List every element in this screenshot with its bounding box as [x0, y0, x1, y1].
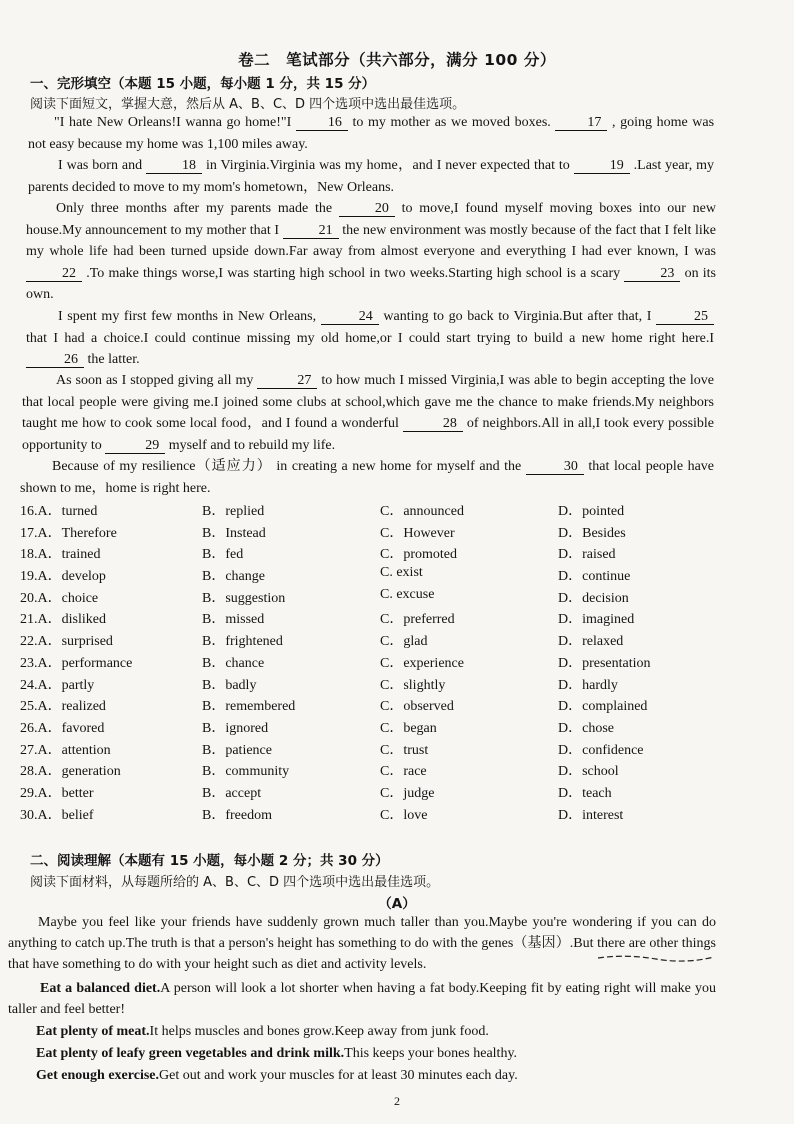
option-row — [20, 760, 710, 782]
cloze-paragraph-5 — [22, 370, 714, 456]
option-c: C．glad — [380, 634, 428, 650]
option-b: B．fed — [202, 547, 244, 563]
option-row — [20, 522, 710, 544]
option-a: 27.A．attention — [20, 742, 111, 758]
text: of neighbors.All in all,I took every possible opportunity to — [22, 416, 715, 453]
option-a: 29.A．better — [20, 785, 94, 801]
option-row — [20, 500, 710, 522]
text: the new environment was mostly because of the fact that I felt like my whole life had been turned upside down.Far away from almost everyone and everything I had ever known, I was — [26, 222, 717, 259]
cloze-paragraph-2 — [28, 155, 714, 198]
blank-19: 19 — [574, 158, 630, 174]
section1-instruction: 阅读下面短文，掌握大意，然后从 A、B、C、D 四个选项中选出最佳选项。 — [30, 97, 466, 112]
blank-30: 30 — [526, 459, 584, 475]
blank-26: 26 — [26, 352, 84, 368]
option-row — [20, 565, 710, 587]
tip-text: A person will look a lot shorter when having a fat body.Keeping fit by eating right will make you taller and feel better! — [8, 981, 717, 1017]
option-c: C．observed — [380, 699, 454, 715]
option-d: D．chose — [558, 720, 614, 736]
option-d: D．Besides — [558, 525, 626, 541]
tip-title: Eat plenty of meat. — [36, 1024, 150, 1039]
tip-title: Get enough exercise. — [36, 1068, 159, 1083]
option-row — [20, 652, 710, 674]
cloze-paragraph-3 — [26, 198, 716, 306]
page-number: 2 — [394, 1094, 400, 1108]
page-title: 卷二 笔试部分（共六部分，满分 100 分） — [238, 51, 556, 69]
option-c: C．experience — [380, 655, 464, 671]
option-d: D．imagined — [558, 612, 635, 628]
option-d: D．school — [558, 764, 619, 780]
option-a: 30.A．belief — [20, 807, 94, 823]
option-b: B．patience — [202, 742, 272, 758]
cloze-paragraph-1 — [28, 112, 714, 155]
option-d: D．teach — [558, 785, 612, 801]
cloze-paragraph-6 — [20, 456, 714, 499]
text: to how much I missed Virginia,I was able to begin accepting the love that local people were giving me.I joined some clubs at school,which gave me the chance to make friends.My neighbors taught me how to cook some local food，and I found a wonderful — [22, 373, 715, 431]
option-row — [20, 717, 710, 739]
text: in Virginia.Virginia was my home，and I never expected that to — [205, 158, 570, 173]
option-a: 26.A．favored — [20, 720, 105, 736]
option-b: B．freedom — [202, 807, 272, 823]
tip-text: Get out and work your muscles for at least 30 minutes each day. — [159, 1068, 518, 1083]
option-c: C．trust — [380, 742, 429, 758]
text: .To make things worse,I was starting high school in two weeks.Starting high school is a scary — [86, 265, 621, 281]
section2-instruction: 阅读下面材料，从每题所给的 A、B、C、D 四个选项中选出最佳选项。 — [30, 875, 440, 890]
text: to move,I found myself moving boxes into our new house.My announcement to my mother that I — [26, 201, 716, 238]
option-d: D．pointed — [558, 504, 625, 519]
option-b: B．badly — [202, 677, 257, 693]
option-row — [20, 782, 710, 804]
tip-balanced-diet — [8, 978, 716, 1020]
option-b: B．accept — [202, 785, 262, 801]
option-d: D．presentation — [558, 655, 651, 671]
option-a: 22.A．surprised — [20, 634, 113, 650]
blank-25: 25 — [656, 309, 714, 325]
option-c: C. excuse — [380, 586, 435, 602]
tip-title: Eat plenty of leafy green vegetables and drink milk. — [36, 1046, 345, 1061]
blank-17: 17 — [555, 115, 607, 131]
option-c: C．judge — [380, 785, 435, 801]
cloze-options — [20, 500, 710, 825]
option-b: B．replied — [202, 504, 265, 519]
tip-vegetables — [36, 1046, 517, 1062]
option-b: B．missed — [202, 612, 265, 628]
tip-exercise — [36, 1068, 518, 1084]
text: to my mother as we moved boxes. — [352, 115, 551, 130]
option-b: B．change — [202, 569, 265, 585]
blank-18: 18 — [146, 158, 202, 174]
blank-22: 22 — [26, 266, 82, 282]
tip-meat — [36, 1024, 489, 1040]
option-a: 25.A．realized — [20, 699, 106, 715]
option-row — [20, 608, 710, 630]
tip-title: Eat a balanced diet. — [40, 981, 161, 996]
text: on its own. — [26, 265, 717, 302]
option-a: 24.A．partly — [20, 677, 95, 693]
handwritten-underline — [596, 952, 716, 966]
section2-heading: 二、阅读理解（本题有 15 小题，每小题 2 分；共 30 分） — [30, 853, 389, 869]
option-b: B．community — [202, 764, 290, 780]
option-d: D．relaxed — [558, 634, 624, 650]
option-a: 18.A．trained — [20, 547, 101, 563]
option-c: C．However — [380, 525, 455, 541]
option-b: B．remembered — [202, 699, 296, 715]
cloze-paragraph-4 — [26, 306, 714, 371]
option-c: C．race — [380, 764, 427, 780]
option-c: C. exist — [380, 565, 423, 581]
option-row — [20, 630, 710, 652]
text: .Last year, my parents decided to move to my mom's hometown，New Orleans. — [28, 158, 715, 195]
blank-29: 29 — [105, 438, 165, 454]
option-row — [20, 674, 710, 696]
option-c: C．began — [380, 720, 437, 736]
blank-23: 23 — [624, 266, 680, 282]
tip-text: This keeps your bones healthy. — [344, 1046, 518, 1061]
option-c: C．slightly — [380, 677, 446, 693]
text: that local people have shown to me，home is right here. — [20, 459, 715, 496]
blank-21: 21 — [283, 223, 339, 239]
text: the latter. — [87, 352, 140, 367]
option-a: 16.A．turned — [20, 504, 98, 519]
option-b: B．ignored — [202, 720, 269, 736]
option-d: D．raised — [558, 547, 616, 563]
option-d: D．complained — [558, 699, 648, 715]
text: , going home was not easy because my home was 1,100 miles away. — [28, 115, 715, 152]
option-a: 21.A．disliked — [20, 612, 106, 628]
text: that I had a choice.I could continue missing my old home,or I could start trying to build a new home right here.I — [26, 330, 714, 346]
option-b: B．chance — [202, 655, 265, 671]
section1-heading: 一、完形填空（本题 15 小题，每小题 1 分，共 15 分） — [30, 76, 376, 92]
tip-text: It helps muscles and bones grow.Keep away from junk food. — [149, 1024, 489, 1039]
option-d: D．confidence — [558, 742, 644, 758]
option-row — [20, 739, 710, 761]
text: Only three months after my parents made the — [56, 201, 333, 216]
option-d: D．hardly — [558, 677, 618, 693]
option-a: 23.A．performance — [20, 655, 133, 671]
option-c: C．announced — [380, 504, 464, 519]
blank-28: 28 — [403, 416, 463, 432]
option-a: 17.A．Therefore — [20, 525, 117, 541]
option-c: C．love — [380, 807, 428, 823]
option-d: D．interest — [558, 807, 624, 823]
text: Because of my resilience（适应力） in creating a new home for myself and the — [52, 459, 522, 474]
option-b: B．Instead — [202, 525, 266, 541]
option-row — [20, 587, 710, 609]
option-row — [20, 695, 710, 717]
option-d: D．decision — [558, 590, 629, 606]
blank-27: 27 — [257, 373, 317, 389]
option-c: C．promoted — [380, 547, 457, 563]
option-row — [20, 804, 710, 826]
text: myself and to rebuild my life. — [168, 437, 336, 453]
text: "I hate New Orleans!I wanna go home!"I — [54, 115, 292, 130]
option-d: D．continue — [558, 569, 631, 585]
text: As soon as I stopped giving all my — [56, 373, 254, 388]
blank-16: 16 — [296, 115, 348, 131]
text: I spent my first few months in New Orleans, — [58, 309, 317, 324]
option-a: 19.A．develop — [20, 569, 106, 585]
option-row — [20, 543, 710, 565]
option-b: B．suggestion — [202, 590, 286, 606]
option-a: 28.A．generation — [20, 764, 121, 780]
blank-20: 20 — [339, 201, 395, 217]
text: I was born and — [58, 158, 143, 173]
passage-label: （A） — [378, 896, 416, 912]
option-a: 20.A．choice — [20, 590, 99, 606]
reading-intro: Maybe you feel like your friends have suddenly grown much taller than you.Maybe you're wondering if you can do anything to catch up.The truth is that a person's height has something to do with the genes（基因）.But there are other things that have something to do with your height such as diet and activity levels. — [8, 915, 716, 972]
option-b: B．frightened — [202, 634, 283, 650]
blank-24: 24 — [321, 309, 379, 325]
option-c: C．preferred — [380, 612, 455, 628]
text: wanting to go back to Virginia.But after that, I — [383, 309, 652, 324]
